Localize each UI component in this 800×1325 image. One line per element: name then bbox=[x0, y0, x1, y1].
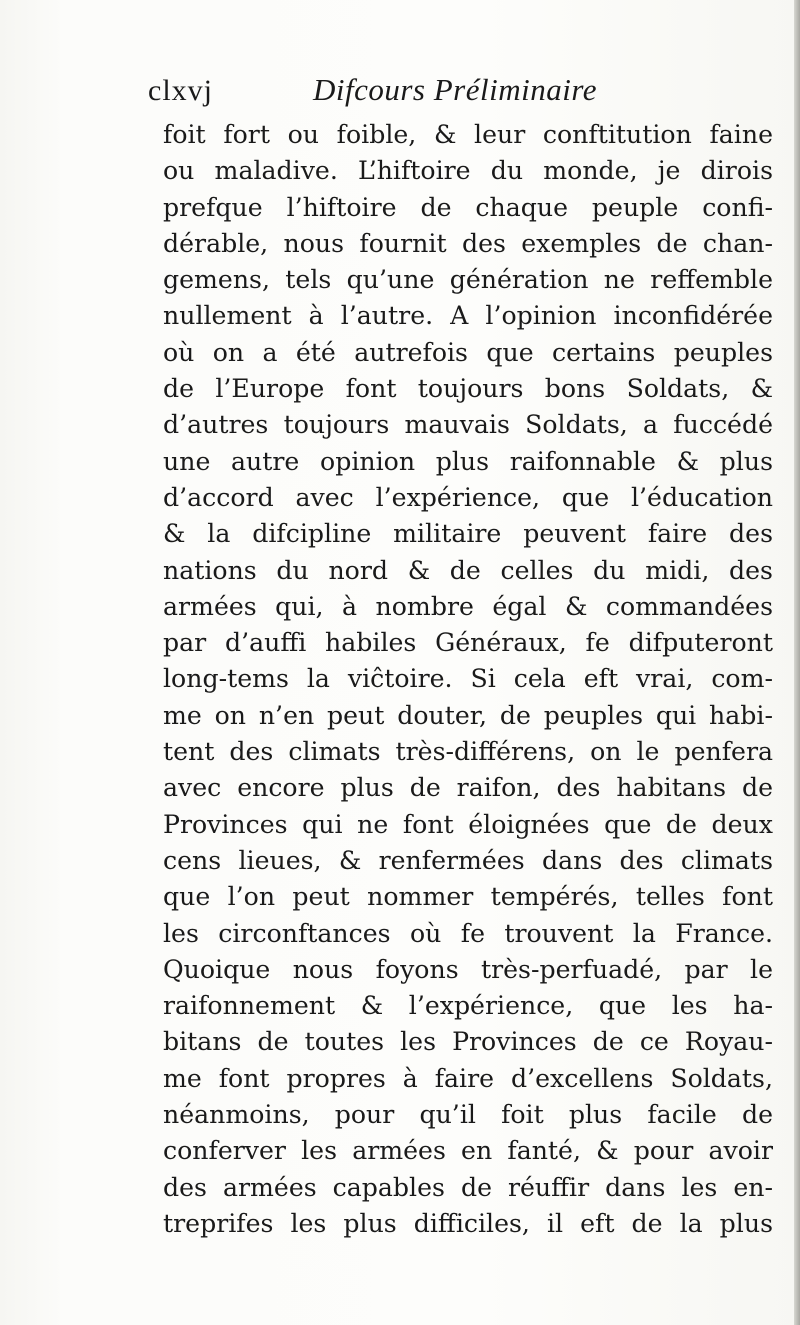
text-line: Provinces qui ne font éloignées que de deux bbox=[163, 809, 773, 839]
text-line: tent des climats très-différens, on le penfera bbox=[163, 737, 773, 767]
text-line: armées qui, à nombre égal & commandées bbox=[163, 591, 773, 621]
page-number: clxvj bbox=[148, 74, 213, 107]
text-line: me font propres à faire d’excellens Soldats, bbox=[163, 1063, 773, 1093]
text-line: foit fort ou foible, & leur conftitution faine bbox=[163, 120, 773, 149]
text-line: dérable, nous fournit des exemples de chan- bbox=[163, 228, 773, 258]
running-title: Difcours Préliminaire bbox=[313, 72, 598, 107]
text-line: nations du nord & de celles du midi, des bbox=[163, 555, 773, 585]
body-text bbox=[163, 117, 773, 1242]
text-line: que l’on peut nommer tempérés, telles font bbox=[163, 882, 773, 912]
text-line: avec encore plus de raifon, des habitans de bbox=[163, 773, 773, 803]
text-line: ou maladive. L’hiftoire du monde, je dirois bbox=[163, 156, 773, 186]
text-line: nullement à l’autre. A l’opinion inconfidérée bbox=[163, 301, 773, 331]
text-line: néanmoins, pour qu’il foit plus facile de bbox=[163, 1100, 773, 1130]
text-line: prefque l’hiftoire de chaque peuple confi- bbox=[163, 192, 773, 222]
text-line: raifonnement & l’expérience, que les ha- bbox=[163, 991, 773, 1021]
page-header bbox=[148, 72, 628, 112]
text-line: gemens, tels qu’une génération ne reffemble bbox=[163, 265, 773, 295]
text-line: bitans de toutes les Provinces de ce Royau- bbox=[163, 1027, 773, 1057]
text-line: d’accord avec l’expérience, que l’éducation bbox=[163, 482, 773, 512]
text-line: cens lieues, & renfermées dans des climats bbox=[163, 845, 773, 875]
text-line: long-tems la viĉtoire. Si cela eft vrai, com- bbox=[163, 664, 773, 694]
text-line: & la difcipline militaire peuvent faire des bbox=[163, 519, 773, 549]
text-line: Quoique nous foyons très-perfuadé, par le bbox=[163, 954, 773, 984]
text-line: une autre opinion plus raifonnable & plus bbox=[163, 446, 773, 476]
text-line: où on a été autrefois que certains peuples bbox=[163, 337, 773, 367]
text-line: treprifes les plus difficiles, il eft de la plus bbox=[163, 1208, 773, 1238]
text-line: d’autres toujours mauvais Soldats, a fuccédé bbox=[163, 410, 773, 440]
text-line: des armées capables de réuffir dans les en- bbox=[163, 1172, 773, 1202]
text-line: les circonftances où fe trouvent la France. bbox=[163, 918, 773, 948]
text-line: par d’auffi habiles Généraux, fe difputeront bbox=[163, 628, 773, 658]
text-line: me on n’en peut douter, de peuples qui habi- bbox=[163, 700, 773, 730]
text-line: conferver les armées en fanté, & pour avoir bbox=[163, 1136, 773, 1166]
page-edge-shadow bbox=[794, 0, 800, 1325]
text-line: de l’Europe font toujours bons Soldats, & bbox=[163, 374, 773, 404]
